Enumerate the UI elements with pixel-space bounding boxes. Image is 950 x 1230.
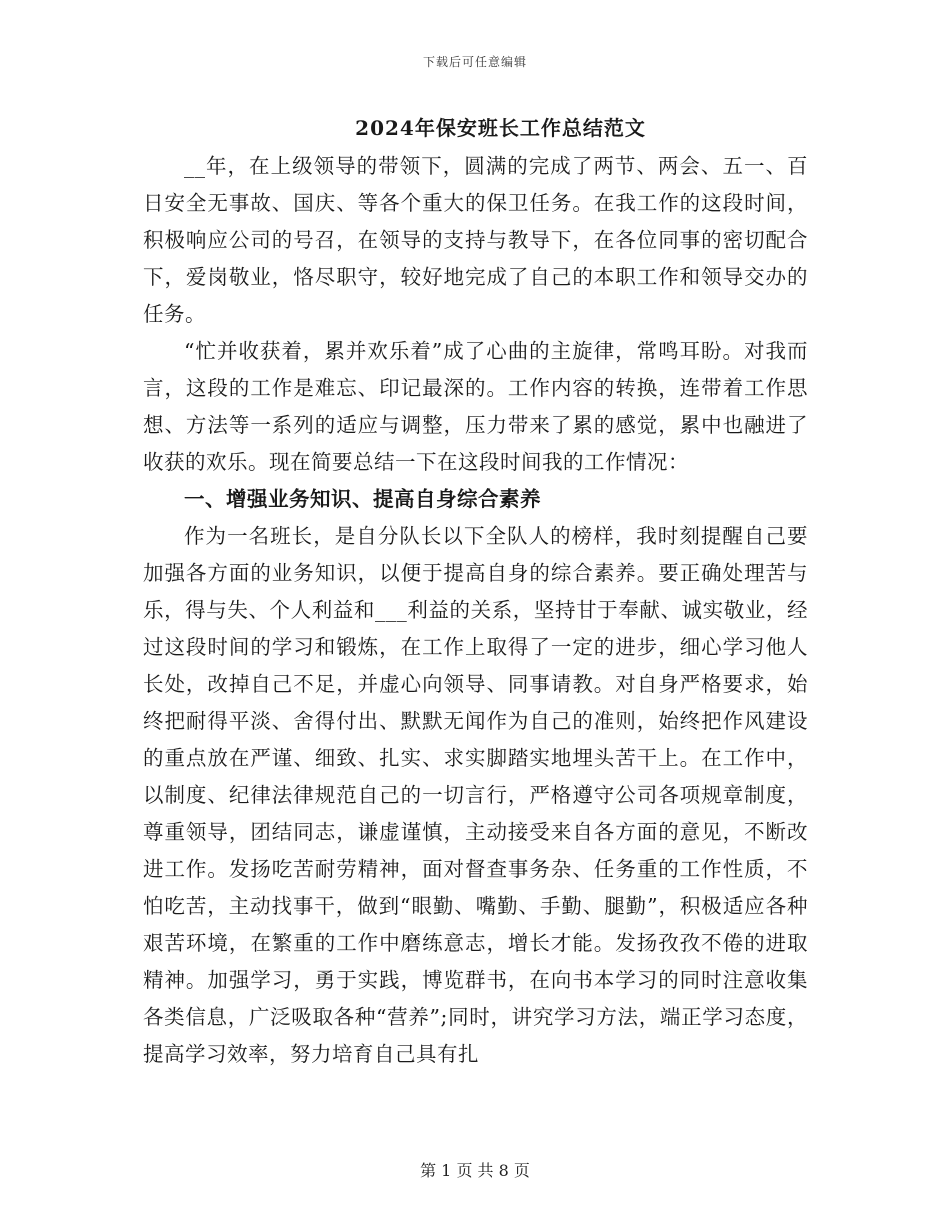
document-body <box>143 112 808 1073</box>
section-heading: 一、增强业务知识、提高自身综合素养 <box>184 487 541 511</box>
paragraph-intro: __年，在上级领导的带领下，圆满的完成了两节、两会、五一、百日安全无事故、国庆、等各个重大的保卫任务。在我工作的这段时间，积极响应公司的号召，在领导的支持与教导下，在各位同事的密切配合下，爱岗敬业，恪尽职守，较好地完成了自己的本职工作和领导交办的任务。 <box>143 154 808 326</box>
paragraph-summary: “忙并收获着，累并欢乐着”成了心曲的主旋律，常鸣耳盼。对我而言，这段的工作是难忘、印记最深的。工作内容的转换，连带着工作思想、方法等一系列的适应与调整，压力带来了累的感觉，累中也融进了收获的欢乐。现在简要总结一下在这段时间我的工作情况： <box>143 339 808 474</box>
document-title: 2024年保安班长工作总结范文 <box>355 116 646 140</box>
header-note: 下载后可任意编辑 <box>422 55 527 69</box>
section-paragraph: 作为一名班长，是自分队长以下全队人的榜样，我时刻提醒自己要加强各方面的业务知识，以便于提高自身的综合素养。要正确处理苦与乐，得与失、个人利益和___利益的关系，坚持甘于奉献、诚实敬业，经过这段时间的学习和锻炼，在工作上取得了一定的进步，细心学习他人长处，改掉自己不足，并虚心向领导、同事请教。对自身严格要求，始终把耐得平淡、舍得付出、默默无闻作为自己的准则，始终把作风建设的重点放在严谨、细致、扎实、求实脚踏实地埋头苦干上。在工作中，以制度、纪律法律规范自己的一切言行，严格遵守公司各项规章制度，尊重领导，团结同志，谦虚谨慎，主动接受来自各方面的意见，不断改进工作。发扬吃苦耐劳精神，面对督查事务杂、任务重的工作性质，不怕吃苦，主动找事干，做到“眼勤、嘴勤、手勤、腿勤”，积极适应各种艰苦环境，在繁重的工作中磨练意志，增长才能。发扬孜孜不倦的进取精神。加强学习，勇于实践，博览群书，在向书本学习的同时注意收集各类信息，广泛吸取各种“营养”;同时，讲究学习方法，端正学习态度，提高学习效率，努力培育自己具有扎 <box>143 524 808 1066</box>
page-number: 第 1 页 共 8 页 <box>420 1161 530 1180</box>
